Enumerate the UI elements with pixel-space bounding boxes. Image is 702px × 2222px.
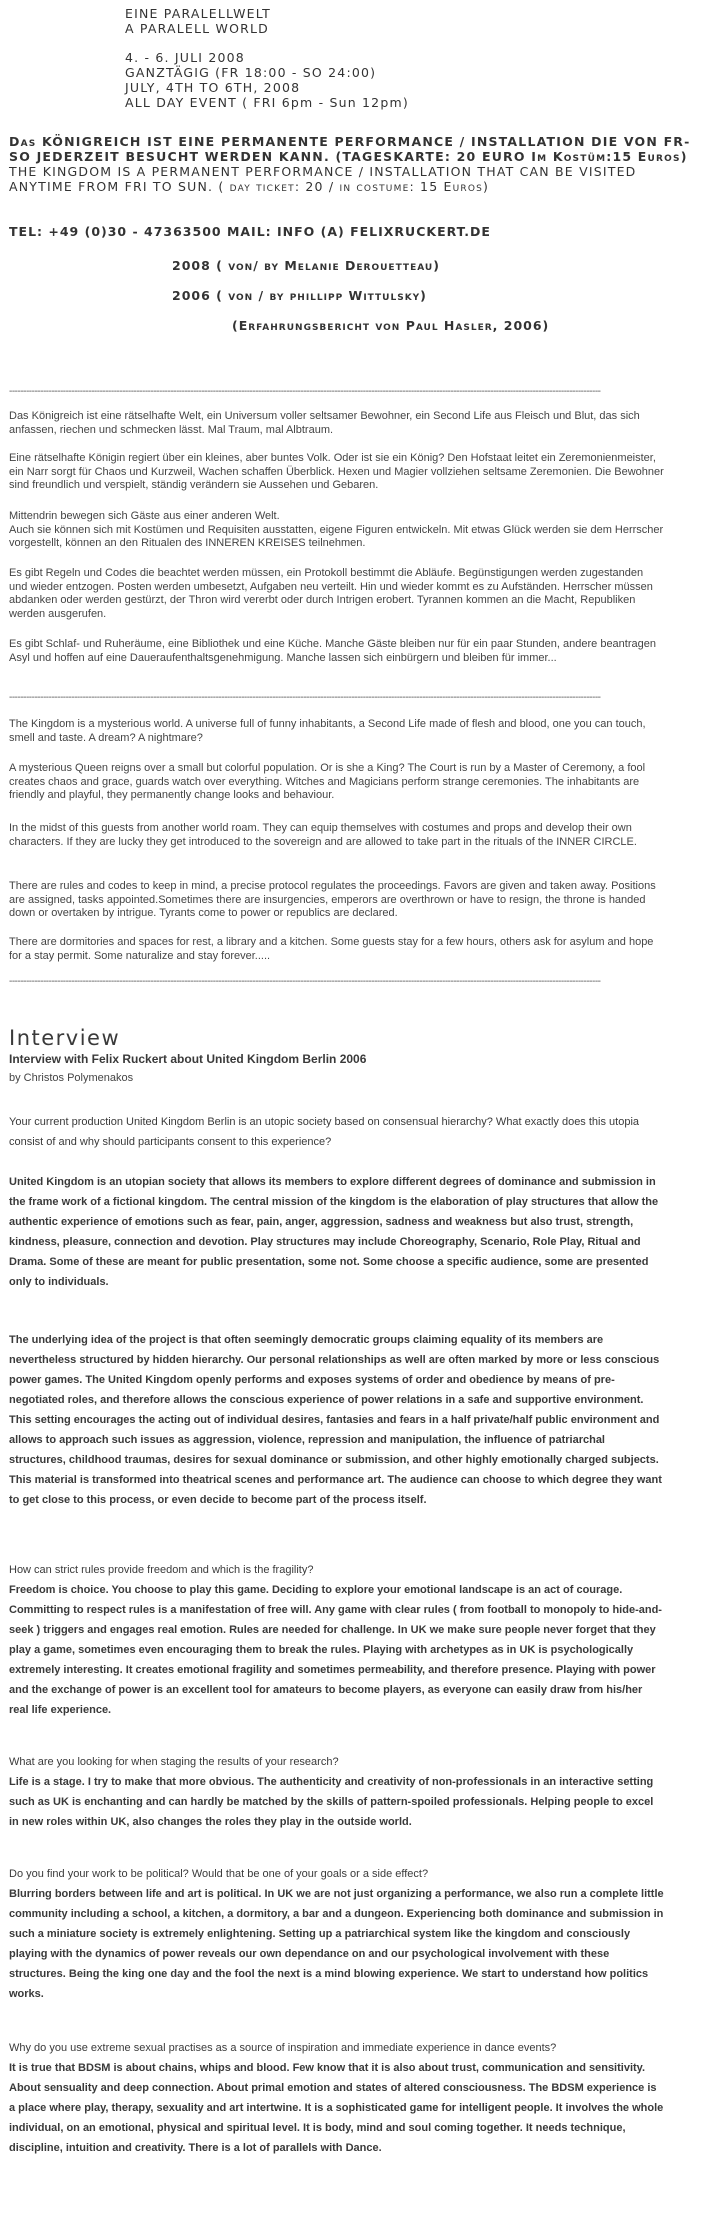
interview-question: Do you find your work to be political? Would that be one of your goals or a side effect?: [9, 1868, 429, 1880]
interview-byline: by Christos Polymenakos: [9, 1072, 134, 1084]
divider: -----------------------------------------------------------------------------------------------------------------------------------------------------------------------------------------------------------------: [9, 692, 601, 703]
interview-question: Why do you use extreme sexual practises as a source of inspiration and immediate experience in dance events?: [9, 2042, 557, 2054]
intro-en: THE KINGDOM IS A PERMANENT PERFORMANCE / INSTALLATION THAT CAN BE VISITED ANYTIME FROM FRI TO SUN. ( day ticket: 20 / in costume: 15 Euros): [9, 164, 637, 194]
credit-2006: 2006 ( von / by phillipp Wittulsky): [172, 288, 427, 303]
interview-answer: United Kingdom is an utopian society that allows its members to explore different degrees of dominance and submission in the frame work of a fictional kingdom. The central mission of the kingdom is the elaboration of play structures that allow the authentic experience of emotions such as fear, pain, anger, aggression, sadness and weakness but also trust, strength, kindness, pleasure, connection and devotion. Play structures may include Choreography, Scenario, Role Play, Ritual and Drama. Some of these are meant for public presentation, some not. Some choose a specific audience, some are presented only to individuals.: [9, 1176, 659, 1288]
credit-2008: 2008 ( von/ by Melanie Derouetteau): [172, 258, 440, 273]
english-paragraph: There are rules and codes to keep in mind, a precise protocol regulates the proceedings. Favors are given and taken away. Positions are assigned, tasks appointed.Sometimes there are insurgencies, emperors are overthrown or have to resign, the throne is handed down or overtaken by intrigue. Tyrants come to power or republics are declared.: [9, 880, 656, 919]
interview-question: How can strict rules provide freedom and which is the fragility?: [9, 1564, 314, 1576]
english-paragraph: In the midst of this guests from another world roam. They can equip themselves with costumes and props and develop their own characters. If they are lucky they get introduced to the sovereign and are allowed to take part in the rituals of the INNER CIRCLE.: [9, 822, 637, 848]
english-paragraph: A mysterious Queen reigns over a small but colorful population. Or is she a King? The Court is run by a Master of Ceremony, a fool creates chaos and grace, guards watch over everything. Witches and Magicians perform strange ceremonies. The inhabitants are friendly and playful, they permanently change looks and behaviour.: [9, 762, 646, 801]
event-header: [125, 6, 409, 110]
english-paragraph: The Kingdom is a mysterious world. A universe full of funny inhabitants, a Second Life made of flesh and blood, one you can touch, smell and taste. A dream? A nightmare?: [9, 718, 646, 744]
interview-answer: Blurring borders between life and art is political. In UK we are not just organizing a performance, we also run a complete little community including a school, a kitchen, a dormitory, a bar and a dungeon. Experiencing both dominance and submission in such a miniature society is extremely enlightening. Setting up a patriarchical system like the kingdom and consciously playing with the dynamics of power reveals our own dependance on and our psychological involvement with these structures. Being the king one day and the fool the next is a mind blowing experience. We start to understand how politics works.: [9, 1888, 664, 2000]
title-en: A PARALELL WORLD: [125, 21, 269, 36]
contact-line: TEL: +49 (0)30 - 47363500 MAIL: INFO (A) FELIXRUCKERT.DE: [9, 224, 491, 239]
german-paragraph: Das Königreich ist eine rätselhafte Welt, ein Universum voller seltsamer Bewohner, ein Second Life aus Fleisch und Blut, das sich anfassen, riechen und schmecken lässt. Mal Traum, mal Albtraum.: [9, 410, 640, 436]
title-de: EINE PARALELLWELT: [125, 6, 272, 21]
german-paragraph: Mittendrin bewegen sich Gäste aus einer anderen Welt. Auch sie können sich mit Kostümen und Requisiten ausstatten, eigene Figuren entwickeln. Mit etwas Glück werden sie dem Herrscher vorgestellt, können an den Ritualen des INNEREN KREISES teilnehmen.: [9, 510, 664, 549]
interview-answer: Freedom is choice. You choose to play this game. Deciding to explore your emotional landscape is an act of courage. Committing to respect rules is a manifestation of free will. Any game with clear rules ( from football to monopoly to hide-and-seek ) triggers and engages real emotion. Rules are needed for challenge. In UK we make sure people never forget that they play a game, sometimes even encouraging them to break the rules. Playing with archetypes as in UK is psychologically extremely interesting. It creates emotional fragility and sometimes permeability, and therefore presence. Playing with power and the exchange of power is an excellent tool for amateurs to become players, as everyone can easily draw from his/her real life experience.: [9, 1584, 662, 1716]
interview-subtitle: Interview with Felix Ruckert about United Kingdom Berlin 2006: [9, 1052, 367, 1066]
interview-answer: Life is a stage. I try to make that more obvious. The authenticity and creativity of non-professionals in an interactive setting such as UK is enchanting and can hardly be matched by the skills of pattern-spoiled professionals. Helping people to excel in new roles within UK, also changes the roles they play in the outside world.: [9, 1776, 654, 1828]
date-de: 4. - 6. JULI 2008: [125, 50, 245, 65]
time-en: ALL DAY EVENT ( FRI 6pm - Sun 12pm): [125, 95, 409, 110]
credit-report: (Erfahrungsbericht von Paul Hasler, 2006): [232, 318, 550, 333]
intro-de: Das KÖNIGREICH IST EINE PERMANENTE PERFORMANCE / INSTALLATION DIE VON FR-SO JEDERZEIT BESUCHT WERDEN KANN. (TAGESKARTE: 20 EURO Im Kostüm:15 Euros): [9, 134, 691, 164]
date-en: JULY, 4TH TO 6TH, 2008: [125, 80, 301, 95]
interview-question: What are you looking for when staging the results of your research?: [9, 1756, 339, 1768]
interview-answer: It is true that BDSM is about chains, whips and blood. Few know that it is also about trust, communication and sensitivity. About sensuality and deep connection. About primal emotion and states of altered consciousness. The BDSM experience is a place where play, therapy, sexuality and art intertwine. It is a sophisticated game for intelligent people. It involves the whole individual, on an emotional, physical and spiritual level. It is body, mind and soul coming together. It needs technique, discipline, intuition and creativity. There is a lot of parallels with Dance.: [9, 2062, 664, 2154]
german-paragraph: Es gibt Schlaf- und Ruheräume, eine Bibliothek und eine Küche. Manche Gäste bleiben nur für ein paar Stunden, andere beantragen Asyl und hoffen auf eine Daueraufenthaltsgenehmigung. Manche lassen sich einbürgern und bleiben für immer...: [9, 638, 656, 664]
german-paragraph: Eine rätselhafte Königin regiert über ein kleines, aber buntes Volk. Oder ist sie ein König? Den Hofstaat leitet ein Zeremonienmeister, ein Narr sorgt für Chaos und Kurzweil, Wachen schaffen Überblick. Hexen und Magier vollziehen seltsame Zeremonien. Die Bewohner sind freundlich und verspielt, ständig verändern sie Aussehen und Gebaren.: [9, 452, 664, 491]
english-paragraph: There are dormitories and spaces for rest, a library and a kitchen. Some guests stay for a few hours, others ask for asylum and hope for a stay permit. Some naturalize and stay forever.....: [9, 936, 654, 962]
divider: -----------------------------------------------------------------------------------------------------------------------------------------------------------------------------------------------------------------: [9, 976, 601, 987]
interview-answer: The underlying idea of the project is that often seemingly democratic groups claiming equality of its members are nevertheless structured by hidden hierarchy. Our personal relationships as well are often marked by more or less conscious power games. The United Kingdom openly performs and exposes systems of order and obedience by means of pre-negotiated roles, and therefore allows the conscious experience of power relations in a safe and supportive environment. This setting encourages the acting out of individual desires, fantasies and fears in a half private/half public environment and allows to approach such issues as aggression, violence, repression and manipulation, the influence of patriarchal structures, childhood traumas, desires for sexual dominance or submission, and other highly emotionally charged subjects. This material is transformed into theatrical scenes and performance art. The audience can choose to which degree they want to get close to this process, or even decide to become part of the process itself.: [9, 1334, 662, 1506]
intro-block: [9, 134, 699, 194]
divider: -----------------------------------------------------------------------------------------------------------------------------------------------------------------------------------------------------------------: [9, 386, 601, 397]
interview-question: Your current production United Kingdom Berlin is an utopic society based on consensual hierarchy? What exactly does this utopia consist of and why should participants consent to this experience?: [9, 1116, 640, 1148]
time-de: GANZTÄGIG (FR 18:00 - SO 24:00): [125, 65, 377, 80]
interview-title: Interview: [9, 1026, 121, 1050]
german-paragraph: Es gibt Regeln und Codes die beachtet werden müssen, ein Protokoll bestimmt die Abläufe. Begünstigungen werden zugestanden und wieder entzogen. Posten werden umbesetzt, Aufgaben neu verteilt. Hin und wieder kommt es zu Aufständen. Herrscher müssen abdanken oder werden gestürzt, der Thron wird vererbt oder durch Intrigen erobert. Tyrannen kommen an die Macht, Republiken werden ausgerufen.: [9, 567, 653, 620]
